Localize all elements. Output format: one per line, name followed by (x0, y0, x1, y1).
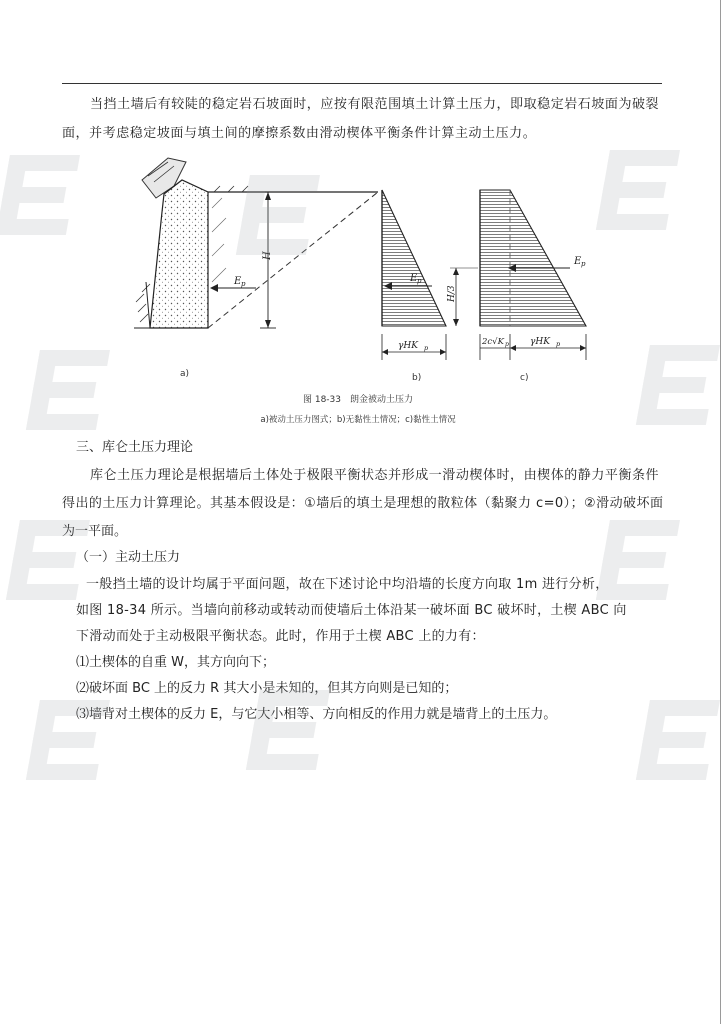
label-gamma-b-sub: p (424, 344, 429, 352)
subsection-title: （一）主动土压力 (76, 550, 181, 565)
paragraph-2-line-3: 为一平面。 (62, 524, 128, 539)
paragraph-3-line-1: 一般挡土墙的设计均属于平面问题，故在下述讨论中均沿墙的长度方向取 1m 进行分析， (86, 577, 609, 592)
list-item-3: ⑶墙背对土楔体的反力 E，与它大小相等、方向相反的作用力就是墙背上的土压力。 (76, 707, 557, 722)
paragraph-3-line-3: 下滑动而处于主动极限平衡状态。此时，作用于土楔 ABC 上的力有： (76, 629, 485, 644)
header-rule (62, 83, 662, 84)
panel-a-wall-diagram (134, 158, 378, 328)
label-ep-c: E (574, 256, 582, 267)
panel-b-label: b) (412, 373, 422, 383)
label-h3: H/3 (447, 285, 457, 302)
label-ep-b: E (410, 273, 418, 284)
label-gamma-c: γHK (530, 337, 550, 347)
figure-caption: 图 18-33 朗金被动土压力 (302, 395, 414, 405)
section-3-title: 三、库仑土压力理论 (76, 440, 194, 455)
label-ep-c-sub: p (581, 260, 586, 268)
panel-a-label: a) (180, 369, 190, 379)
page-edge (720, 0, 721, 1024)
label-ep-a: E (234, 276, 242, 287)
label-ep-a-sub: p (241, 280, 246, 288)
panel-c-trapezoid-diagram (450, 190, 586, 360)
paragraph-2-line-1: 库仑土压力理论是根据墙后土体处于极限平衡状态并形成一滑动楔体时，由楔体的静力平衡条件 (90, 468, 660, 483)
label-2c: 2c√K (482, 337, 504, 347)
label-ep-b-sub: p (417, 277, 422, 285)
figure-subcaption: a)被动土压力图式；b)无黏性土情况；c)黏性土情况 (260, 415, 456, 425)
list-item-2: ⑵破坏面 BC 上的反力 R 其大小是未知的，但其方向则是已知的； (76, 681, 458, 696)
label-2c-sub: p (505, 341, 509, 348)
paragraph-2-line-2: 得出的土压力计算理论。其基本假设是：①墙后的填土是理想的散粒体（黏聚力 c=0）；②滑动破坏面 (62, 496, 664, 511)
figure-18-33 (116, 152, 600, 432)
paragraph-1-line-1: 当挡土墙后有较陡的稳定岩石坡面时，应按有限范围填土计算土压力，即取稳定岩石坡面为破裂 (90, 97, 660, 112)
paragraph-3-line-2: 如图 18-34 所示。当墙向前移动或转动而使墙后土体沿某一破坏面 BC 破坏时，土楔 ABC 向 (76, 603, 627, 618)
panel-c-label: c) (520, 373, 529, 383)
list-item-1: ⑴土楔体的自重 W，其方向向下； (76, 655, 275, 670)
label-gamma-c-sub: p (556, 340, 561, 348)
paragraph-1-line-2: 面，并考虑稳定坡面与填土间的摩擦系数由滑动楔体平衡条件计算主动土压力。 (62, 126, 537, 141)
rankine-passive-pressure-diagram (116, 152, 600, 432)
label-gamma-b: γHK (398, 341, 418, 351)
label-H: H (262, 251, 273, 260)
